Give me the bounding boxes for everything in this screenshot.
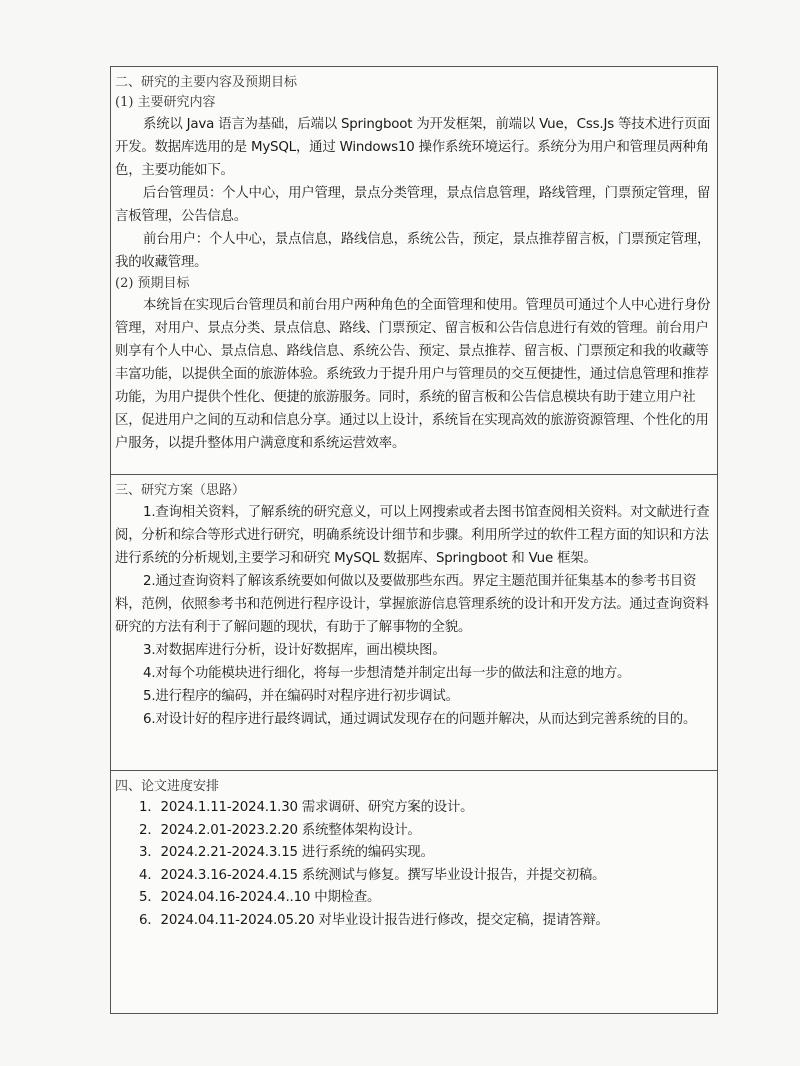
paragraph: 后台管理员：个人中心，用户管理，景点分类管理，景点信息管理，路线管理，门票预定管理，留言板管理，公告信息。 (115, 186, 711, 224)
section-heading: 三、研究方案（思路） (115, 483, 246, 498)
list-item: 5．2024.04.16-2024.4..10 中期检查。 (139, 890, 381, 905)
paragraph: 1.查询相关资料，了解系统的研究意义，可以上网搜索或者去图书馆查阅相关资料。对文献进行查阅，分析和综合等形式进行研究，明确系统设计细节和步骤。利用所学过的软件工程方面的知识和方法进行系统的分析规划,主要学习和研究 MySQL 数据库、Springboot 和 Vue 框架。 (115, 505, 710, 566)
schedule-list (115, 797, 713, 932)
list-item: 1．2024.1.11-2024.1.30 需求调研、研究方案的设计。 (139, 800, 474, 815)
section-research-content (111, 67, 717, 475)
paragraph: 6.对设计好的程序进行最终调试，通过调试发现存在的问题并解决，从而达到完善系统的目的。 (143, 712, 697, 727)
list-item: 4．2024.3.16-2024.4.15 系统测试与修复。撰写毕业设计报告，并提交初稿。 (139, 867, 606, 883)
paragraph: 系统以 Java 语言为基础，后端以 Springboot 为开发框架，前端以 Vue，Css.Js 等技术进行页面开发。数据库选用的是 MySQL，通过 Windows10 操作系统环境运行。系统分为用户和管理员两种角色，主要功能如下。 (115, 117, 711, 178)
paragraph: 5.进行程序的编码，并在编码时对程序进行初步调试。 (143, 689, 459, 704)
list-item: 6．2024.04.11-2024.05.20 对毕业设计报告进行修改，提交定稿，提请答辩。 (139, 912, 609, 928)
proposal-form-table (110, 66, 718, 1014)
section-heading: 四、论文进度安排 (115, 779, 220, 794)
list-item: 3．2024.2.21-2024.3.15 进行系统的编码实现。 (139, 845, 434, 860)
subheading-main-content: (1) 主要研究内容 (115, 95, 216, 110)
paragraph: 2.通过查询资料了解该系统要如何做以及要做那些东西。界定主题范围并征集基本的参考书目资料，范例，依照参考书和范例进行程序设计，掌握旅游信息管理系统的设计和开发方法。通过查询资料研究的方法有利于了解问题的现状，有助于了解事物的全貌。 (115, 574, 709, 635)
paragraph: 4.对每个功能模块进行细化，将每一步想清楚并制定出每一步的做法和注意的地方。 (143, 666, 631, 681)
paragraph: 3.对数据库进行分析，设计好数据库，画出模块图。 (143, 643, 446, 658)
list-item: 2．2024.2.01-2023.2.20 系统整体架构设计。 (139, 822, 421, 838)
section-heading: 二、研究的主要内容及预期目标 (115, 75, 298, 90)
paragraph: 本统旨在实现后台管理员和前台用户两种角色的全面管理和使用。管理员可通过个人中心进行身份管理，对用户、景点分类、景点信息、路线、门票预定、留言板和公告信息进行有效的管理。前台用户则享有个人中心、景点信息、路线信息、系统公告、预定、景点推荐、留言板、门票预定和我的收藏等丰富功能，以提供全面的旅游体验。系统致力于提升用户与管理员的交互便捷性，通过信息管理和推荐功能，为用户提供个性化、便捷的旅游服务。同时，系统的留言板和公告信息模块有助于建立用户社区，促进用户之间的互动和信息分享。通过以上设计，系统旨在实现高效的旅游资源管理、个性化的用户服务，以提升整体用户满意度和系统运营效率。 (115, 298, 711, 451)
paragraph: 前台用户：个人中心，景点信息，路线信息，系统公告，预定，景点推荐留言板，门票预定管理，我的收藏管理。 (115, 232, 711, 270)
subheading-expected-goals: (2) 预期目标 (115, 276, 190, 291)
section-research-plan (111, 475, 717, 771)
section-schedule (111, 771, 717, 1013)
